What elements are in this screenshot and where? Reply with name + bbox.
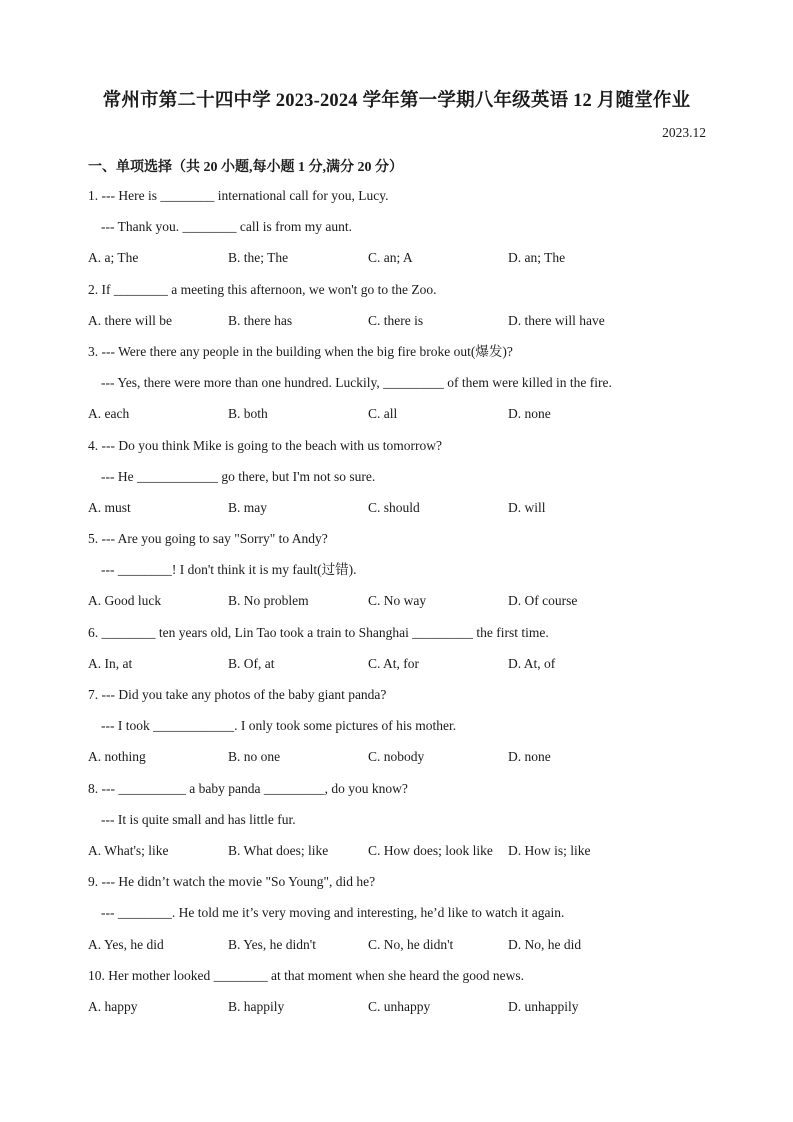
answer-option-c: C. all — [368, 406, 398, 422]
question-dialogue-line: --- He ____________ go there, but I'm not so sure. — [101, 468, 376, 484]
question-dialogue-line: --- Thank you. ________ call is from my aunt. — [101, 219, 352, 235]
question-stem: 3. --- Were there any people in the building when the big fire broke out(爆发)? — [88, 343, 513, 359]
answer-option-c: C. unhappy — [368, 998, 431, 1014]
answer-option-a: A. What's; like — [88, 842, 169, 858]
answer-option-a: A. happy — [88, 998, 138, 1014]
answer-option-c: C. At, for — [368, 655, 420, 671]
question-stem: 7. --- Did you take any photos of the baby giant panda? — [88, 687, 387, 702]
answer-option-c: C. should — [368, 499, 420, 515]
answer-option-d: D. none — [508, 406, 551, 422]
question-stem: 8. --- __________ a baby panda _________, do you know? — [88, 780, 408, 796]
question-item — [88, 434, 728, 528]
answer-option-b: B. there has — [228, 312, 293, 328]
answer-option-a: A. must — [88, 499, 131, 515]
answer-option-d: D. No, he did — [508, 936, 582, 952]
answer-option-a: A. nothing — [88, 749, 146, 765]
answer-option-c: C. No way — [368, 593, 427, 609]
question-item — [88, 777, 728, 871]
answer-option-d: D. will — [508, 499, 546, 515]
answer-option-d: D. there will have — [508, 312, 605, 328]
answer-option-b: B. No problem — [228, 593, 309, 609]
answer-option-a: A. a; The — [88, 250, 139, 266]
answer-options — [88, 995, 728, 1026]
question-item — [88, 621, 728, 683]
question-stem: 1. --- Here is ________ international call for you, Lucy. — [88, 188, 389, 203]
answer-option-c: C. No, he didn't — [368, 936, 454, 952]
answer-option-c: C. an; A — [368, 250, 413, 266]
answer-options — [88, 402, 728, 433]
answer-option-b: B. no one — [228, 749, 281, 765]
answer-option-b: B. Yes, he didn't — [228, 936, 316, 952]
answer-option-b: B. both — [228, 406, 268, 422]
question-item — [88, 184, 728, 278]
section-heading: 一、单项选择（共 20 小题,每小题 1 分,满分 20 分） — [88, 160, 403, 175]
question-stem: 6. ________ ten years old, Lin Tao took a train to Shanghai _________ the first time. — [88, 624, 549, 640]
date-label: 2023.12 — [662, 125, 706, 140]
question-item — [88, 964, 728, 1026]
answer-options — [88, 246, 728, 277]
answer-option-d: D. none — [508, 749, 551, 765]
answer-option-a: A. there will be — [88, 312, 172, 328]
answer-option-c: C. there is — [368, 312, 424, 328]
answer-option-d: D. an; The — [508, 250, 566, 266]
question-dialogue-line: --- I took ____________. I only took some pictures of his mother. — [101, 718, 457, 734]
question-dialogue-line: --- It is quite small and has little fur. — [101, 811, 296, 827]
question-item — [88, 527, 728, 621]
question-dialogue-line: --- ________. He told me it’s very moving and interesting, he’d like to watch it again. — [101, 905, 565, 921]
answer-option-a: A. Good luck — [88, 593, 162, 609]
question-item — [88, 278, 728, 340]
page-title: 常州市第二十四中学 2023-2024 学年第一学期八年级英语 12 月随堂作业 — [102, 91, 691, 111]
question-stem: 5. --- Are you going to say "Sorry" to Andy? — [88, 531, 328, 547]
answer-option-d: D. At, of — [508, 655, 556, 671]
answer-options — [88, 839, 728, 870]
answer-option-a: A. In, at — [88, 655, 133, 671]
question-stem: 9. --- He didn’t watch the movie "So Young", did he? — [88, 874, 376, 890]
answer-option-b: B. What does; like — [228, 842, 329, 858]
question-item — [88, 340, 728, 434]
answer-option-c: C. nobody — [368, 749, 425, 765]
question-stem: 10. Her mother looked ________ at that moment when she heard the good news. — [88, 967, 525, 983]
question-stem: 2. If ________ a meeting this afternoon, we won't go to the Zoo. — [88, 281, 437, 297]
answer-option-b: B. Of, at — [228, 655, 275, 671]
answer-options — [88, 745, 728, 776]
answer-option-b: B. happily — [228, 998, 285, 1014]
answer-option-b: B. may — [228, 499, 267, 515]
answer-option-c: C. How does; look like — [368, 842, 493, 858]
question-list — [88, 184, 728, 1026]
answer-options — [88, 589, 728, 620]
answer-options — [88, 496, 728, 527]
answer-option-a: A. Yes, he did — [88, 936, 164, 952]
answer-option-a: A. each — [88, 406, 130, 422]
answer-option-d: D. Of course — [508, 593, 578, 609]
answer-option-d: D. How is; like — [508, 842, 591, 858]
question-dialogue-line: --- ________! I don't think it is my fault(过错). — [101, 562, 357, 578]
answer-option-d: D. unhappily — [508, 998, 579, 1014]
question-item — [88, 870, 728, 964]
question-dialogue-line: --- Yes, there were more than one hundred. Luckily, _________ of them were killed in the fire. — [101, 375, 612, 391]
answer-option-b: B. the; The — [228, 250, 289, 266]
question-stem: 4. --- Do you think Mike is going to the beach with us tomorrow? — [88, 437, 442, 453]
answer-options — [88, 933, 728, 964]
question-item — [88, 683, 728, 777]
answer-options — [88, 309, 728, 340]
answer-options — [88, 652, 728, 683]
